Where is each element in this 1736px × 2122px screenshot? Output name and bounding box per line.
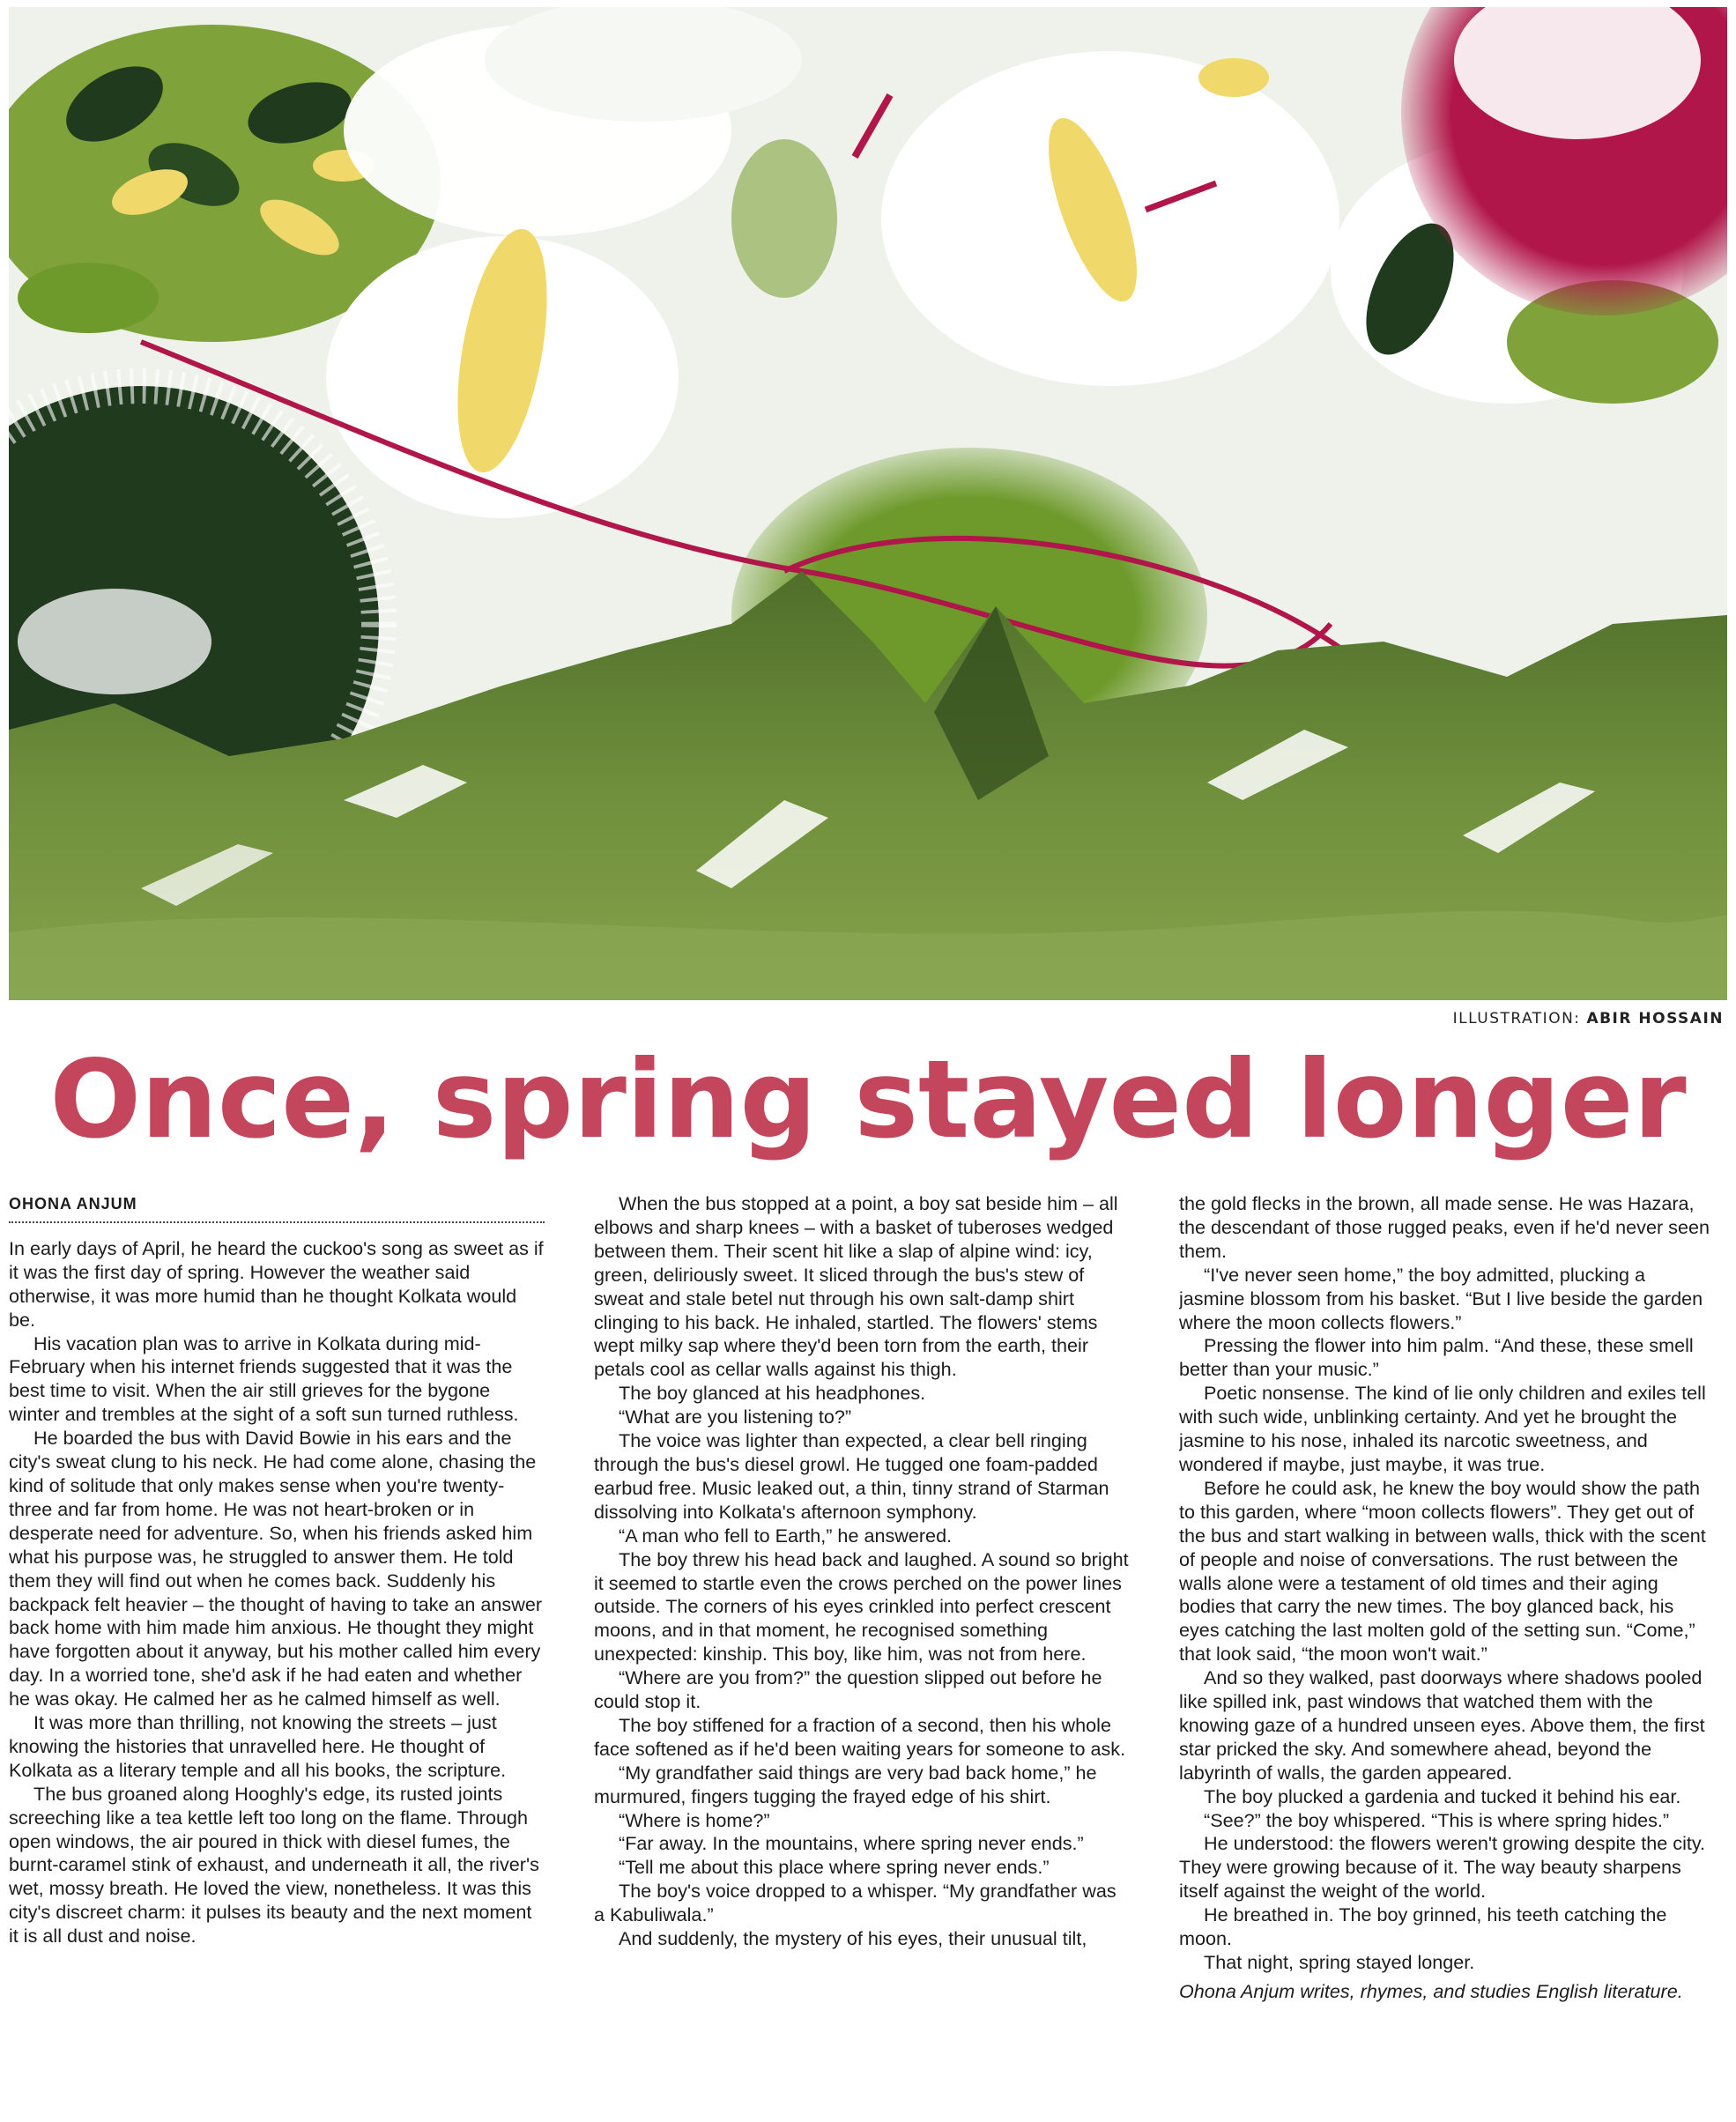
article-column-2 (594, 1192, 1130, 2118)
paragraph: “See?” the boy whispered. “This is where spring hides.” (1204, 1808, 1670, 1831)
paragraph-continuation: the gold flecks in the brown, all made sense. He was Hazara, the descendant of those rugged peaks, even if he'd never seen them. (1179, 1192, 1710, 1262)
paragraph: “What are you listening to?” (619, 1406, 852, 1428)
paragraph: And suddenly, the mystery of his eyes, their unusual tilt, (619, 1927, 1087, 1950)
paragraph: The bus groaned along Hooghly's edge, its rusted joints screeching like a tea kettle left too long on the flame. Through open windows, the air poured in thick with diesel fumes, the burnt-caramel stink of exhaust, and underneath it all, the river's wet, mossy breath. He loved the view, nonetheless. It was this city's discreet charm: it pulses its beauty and the next moment it is all dust and noise. (9, 1782, 539, 1948)
paragraph: He boarded the bus with David Bowie in his ears and the city's sweat clung to his neck. He had come alone, chasing the kind of solitude that only makes sense when you're twenty-three and far from home. He was not heart-broken or in desperate need for adventure. So, when his friends asked him what his purpose was, he struggled to answer them. He told them they will find out when he comes back. Suddenly his backpack felt heavier – the thought of having to take an answer back home with him made him anxious. He thought they might have forgotten about it anyway, but his mother called him every day. In a worried tone, she'd ask if he had eaten and whether he was okay. He calmed her as he calmed himself as well. (9, 1427, 543, 1710)
paragraph: His vacation plan was to arrive in Kolkata during mid-February when his internet friends suggested that it was the best time to visit. When the air still grieves for the bygone winter and trembles at the sight of a soft sun turned ruthless. (9, 1332, 519, 1426)
illustration-art (9, 7, 1727, 1000)
paragraph: The boy glanced at his headphones. (619, 1382, 926, 1405)
paragraph: “Far away. In the mountains, where spring never ends.” (619, 1832, 1084, 1855)
credit-name: ABIR HOSSAIN (1586, 1010, 1724, 1028)
paragraph: “A man who fell to Earth,” he answered. (619, 1524, 953, 1547)
paragraph: He breathed in. The boy grinned, his teeth catching the moon. (1179, 1903, 1667, 1950)
article-column-1 (9, 1192, 545, 2118)
paragraph: That night, spring stayed longer. (1204, 1951, 1475, 1973)
credit-label: ILLUSTRATION: (1452, 1010, 1581, 1028)
paragraph: “My grandfather said things are very bad back home,” he murmured, fingers tugging the frayed edge of his shirt. (594, 1761, 1097, 1807)
paragraph: “Tell me about this place where spring never ends.” (619, 1856, 1050, 1879)
paragraph: He understood: the flowers weren't growing despite the city. They were growing because of it. The way beauty sharpens itself against the weight of the world. (1179, 1832, 1706, 1903)
paragraph: Pressing the flower into him palm. “And these, these smell better than your music.” (1179, 1334, 1694, 1381)
paragraph: The boy's voice dropped to a whisper. “My grandfather was a Kabuliwala.” (594, 1880, 1117, 1926)
paragraph: And so they walked, past doorways where shadows pooled like spilled ink, past windows that watched them with the knowing gaze of a hundred unseen eyes. Above them, the first star pricked the sky. And somewhere ahead, beyond the labyrinth of walls, the garden appeared. (1179, 1666, 1705, 1784)
paragraph: “Where are you from?” the question slipped out before he could stop it. (594, 1666, 1102, 1713)
article-illustration (9, 7, 1727, 1000)
headline: Once, spring stayed longer (49, 1037, 1687, 1162)
paragraph: When the bus stopped at a point, a boy sat beside him – all elbows and sharp knees – with a basket of tuberoses wedged between them. Their scent hit like a slap of alpine wind: icy, green, deliriously sweet. It sliced through the bus's stew of sweat and stale betel nut through his own salt-damp shirt clinging to his back. He inhaled, startled. The flowers' stems wept milky sap where they'd been torn from the earth, their petals cool as cellar walls against his thigh. (594, 1192, 1118, 1381)
paragraph: The boy plucked a gardenia and tucked it behind his ear. (1204, 1784, 1681, 1807)
paragraph: The boy threw his head back and laughed. A sound so bright it seemed to startle even the crows perched on the power lines outside. The corners of his eyes crinkled into perfect crescent moons, and in that moment, he recognised something unexpected: kinship. This boy, like him, was not from here. (594, 1547, 1129, 1666)
paragraph: “I've never seen home,” the boy admitted, plucking a jasmine blossom from his basket. “But I live beside the garden where the moon collects flowers.” (1179, 1263, 1703, 1333)
paragraph: “Where is home?” (619, 1808, 770, 1831)
paragraph: In early days of April, he heard the cuckoo's song as sweet as if it was the first day of spring. However the weather said otherwise, it was more humid than he thought Kolkata would be. (9, 1236, 544, 1331)
article-column-3 (1179, 1192, 1715, 2118)
byline: OHONA ANJUM (9, 1192, 545, 1223)
paragraph: Poetic nonsense. The kind of lie only children and exiles tell with such wide, unblinking certainty. And yet he brought the jasmine to his nose, inhaled its narcotic sweetness, and wondered if maybe, just maybe, it was true. (1179, 1382, 1706, 1475)
paragraph: Before he could ask, he knew the boy would show the path to this garden, where “moon collects flowers”. They get out of the bus and start walking in between walls, thick with the scent of people and noise of conversations. The rust between the walls alone were a testament of old times and their aging bodies that carry the new times. The boy glanced back, his eyes catching the last molten gold of the setting sun. “Come,” that look said, “the moon won't wait.” (1179, 1476, 1706, 1666)
paragraph: The voice was lighter than expected, a clear bell ringing through the bus's diesel growl. He tugged one foam-padded earbud free. Music leaked out, a thin, tinny strand of Starman dissolving into Kolkata's afternoon symphony. (594, 1429, 1109, 1523)
author-bio: Ohona Anjum writes, rhymes, and studies English literature. (1179, 1979, 1683, 2002)
paragraph: The boy stiffened for a fraction of a second, then his whole face softened as if he'd been waiting years for someone to ask. (594, 1713, 1126, 1760)
paragraph: It was more than thrilling, not knowing the streets – just knowing the histories that unravelled here. He thought of Kolkata as a literary temple and all his books, the scripture. (9, 1711, 507, 1781)
